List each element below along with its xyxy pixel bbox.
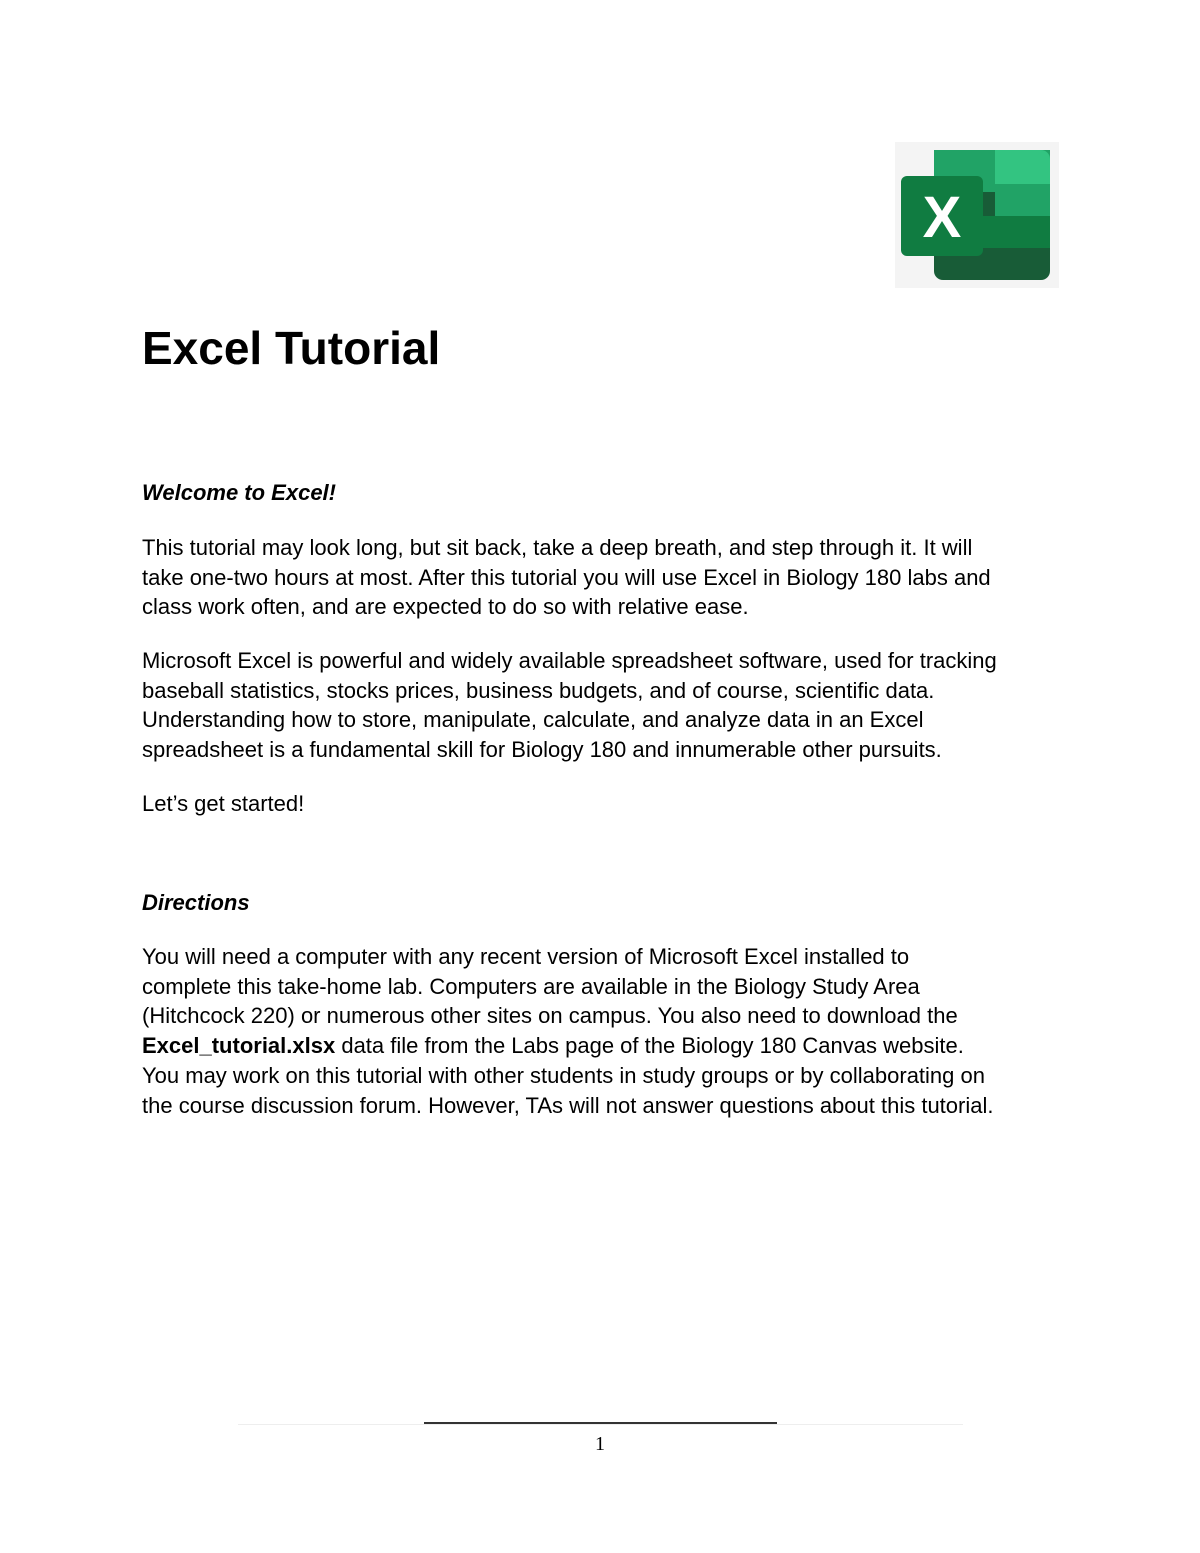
text-line: You may work on this tutorial with other students in study groups or by collaborating on [142,1062,985,1088]
directions-heading: Directions [142,890,250,915]
welcome-paragraph-2 [142,646,1072,765]
text-line: (Hitchcock 220) or numerous other sites on campus. You also need to download the [142,1003,958,1029]
text-line [142,1031,1072,1061]
welcome-paragraph-1 [142,533,1072,622]
directions-paragraph [142,942,1072,1120]
text-line: spreadsheet is a fundamental skill for Biology 180 and innumerable other pursuits. [142,737,942,763]
document-title: Excel Tutorial [142,322,441,374]
text-line: baseball statistics, stocks prices, business budgets, and of course, scientific data. [142,677,935,703]
text-line: You will need a computer with any recent version of Microsoft Excel installed to [142,944,910,969]
text-line: the course discussion forum. However, TAs will not answer questions about this tutorial. [142,1092,994,1118]
text-line: This tutorial may look long, but sit back, take a deep breath, and step through it. It will [142,535,973,560]
text-line: class work often, and are expected to do so with relative ease. [142,594,749,620]
footer-divider-accent [424,1422,777,1424]
excel-logo-letter: X [922,185,962,250]
file-name-sentence: data file from the Labs page of the Biology 180 Canvas website. [335,1033,964,1059]
page-number: 1 [595,1433,605,1455]
file-name: Excel_tutorial.xlsx [142,1033,336,1059]
welcome-heading: Welcome to Excel! [142,480,336,505]
text-line: complete this take-home lab. Computers are available in the Biology Study Area [142,973,920,999]
text-line: take one-two hours at most. After this tutorial you will use Excel in Biology 180 labs and [142,564,991,590]
text-line: Understanding how to store, manipulate, calculate, and analyze data in an Excel [142,707,924,733]
welcome-paragraph-3 [142,789,1072,819]
text-line: Let’s get started! [142,791,305,816]
text-line: Microsoft Excel is powerful and widely available spreadsheet software, used for tracking [142,648,997,673]
excel-logo-icon [895,142,1059,288]
footer-divider [238,1424,963,1425]
